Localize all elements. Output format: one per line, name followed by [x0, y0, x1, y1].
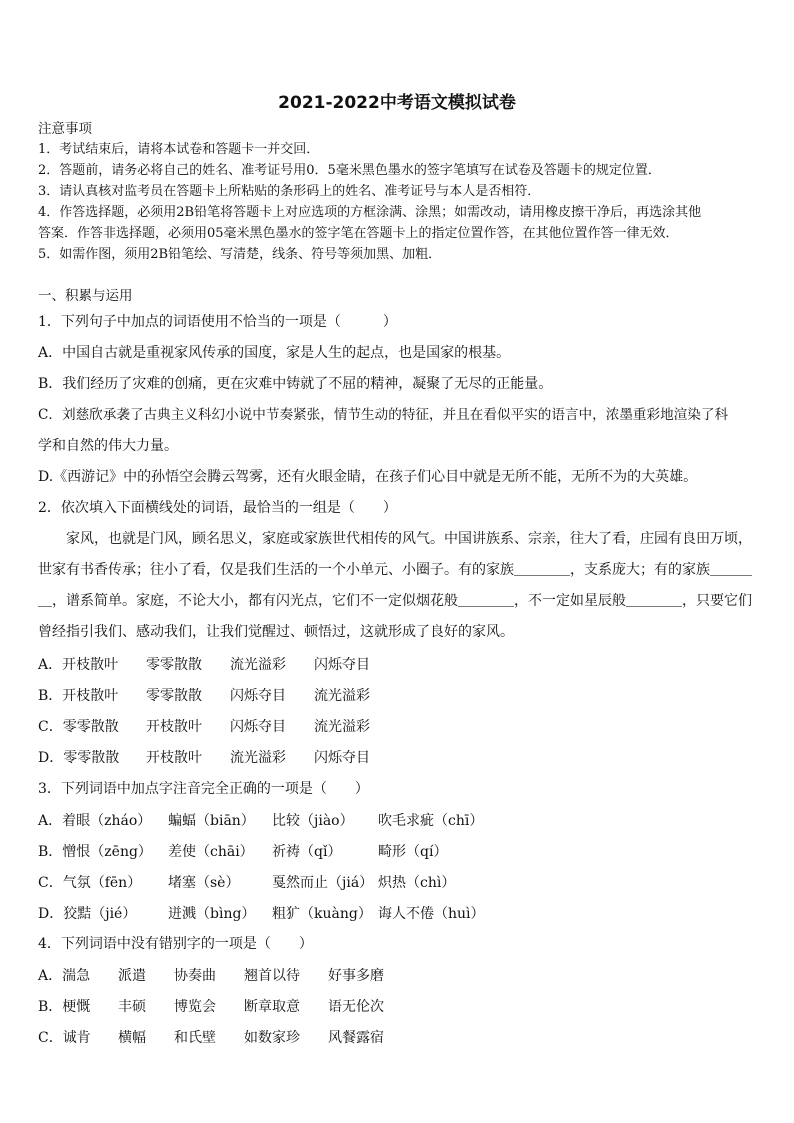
q1-option-b: B．我们经历了灾难的创痛，更在灾难中铸就了不屈的精神，凝聚了无尽的正能量。: [38, 376, 553, 392]
option-word: 好事多磨: [328, 968, 384, 984]
option-word: 翘首以待: [244, 968, 300, 984]
q1-option-d: D.《西游记》中的孙悟空会腾云驾雾，还有火眼金睛，在孩子们心目中就是无所不能，无所不为的大英雄。: [38, 469, 698, 485]
option-word: 如数家珍: [244, 1030, 300, 1046]
option-word: 粗犷（kuàng）: [272, 906, 372, 922]
option-label: B．梗慨: [38, 999, 91, 1015]
q1-option-a: A．中国自古就是重视家风传承的国度，家是人生的起点，也是国家的根基。: [38, 345, 511, 361]
option-word: 风餐露宿: [328, 1030, 384, 1046]
option-label: B．憎恨（zēng）: [38, 844, 152, 860]
notice-item: 答案．作答非选择题，必须用05毫米黑色墨水的签字笔在答题卡上的指定位置作答，在其他位置作答一律无效．: [38, 226, 679, 241]
option-label: C．零零散散: [38, 719, 119, 735]
option-word: 畸形（qí）: [378, 844, 448, 860]
option-word: 开枝散叶: [146, 719, 202, 735]
option-word: 闪烁夺目: [230, 688, 286, 704]
question-stem: 1．下列句子中加点的词语使用不恰当的一项是（ ）: [38, 314, 397, 330]
option-word: 横幅: [118, 1030, 146, 1046]
option-word: 派遣: [118, 968, 146, 984]
option-word: 丰硕: [118, 999, 146, 1015]
option-word: 和氏壁: [174, 1030, 216, 1046]
notice-item: 5．如需作图，须用2B铅笔绘、写清楚，线条、符号等须加黑、加粗．: [38, 247, 442, 262]
option-word: 流光溢彩: [314, 719, 370, 735]
q1-option-c-cont: 学和自然的伟大力量。: [38, 438, 178, 454]
option-word: 比较（jiào）: [272, 813, 354, 829]
question-stem: 4．下列词语中没有错别字的一项是（ ）: [38, 936, 313, 952]
option-word: 吹毛求疵（chī）: [378, 813, 484, 829]
option-label: D．零零散散: [38, 750, 120, 766]
option-label: C．气氛（fēn）: [38, 875, 142, 891]
option-word: 闪烁夺目: [230, 719, 286, 735]
option-label: A．开枝散叶: [38, 657, 119, 673]
option-word: 炽热（chì）: [378, 875, 456, 891]
option-word: 迸溅（bìng）: [168, 906, 256, 922]
option-label: C．诚肯: [38, 1030, 91, 1046]
q1-option-c: C．刘慈欣承袭了古典主义科幻小说中节奏紧张，情节生动的特征，并且在看似平实的语言中，浓墨重彩地渲染了科: [38, 407, 729, 423]
option-word: 开枝散叶: [146, 750, 202, 766]
option-word: 祈祷（qǐ）: [272, 844, 342, 860]
option-word: 蝙蝠（biān）: [168, 813, 255, 829]
option-word: 差使（chāi）: [168, 844, 254, 860]
option-word: 博览会: [174, 999, 216, 1015]
option-word: 流光溢彩: [230, 750, 286, 766]
question-stem: 2．依次填入下面横线处的词语，最恰当的一组是（ ）: [38, 500, 397, 516]
option-word: 堵塞（sè）: [168, 875, 240, 891]
option-word: 流光溢彩: [314, 688, 370, 704]
q2-passage: 家风，也就是门风，顾名思义，家庭或家族世代相传的风气。中国讲族系、宗亲，往大了看，庄园有良田万顷，世家有书香传承；往小了看，仅是我们生活的一个小单元、小圈子。有的家族＿＿＿＿，支系庞大；有的家族＿＿＿＿，谱系简单。家庭，不论大小，都有闪光点，它们不一定似烟花般＿＿＿＿，不一定如星辰般＿＿＿＿，只要它们曾经指引我们、感动我们，让我们觉醒过、顿悟过，这就形成了良好的家风。: [38, 531, 752, 640]
option-label: D．狡黠（jié）: [38, 906, 137, 922]
option-label: A．着眼（zháo）: [38, 813, 152, 829]
notice-heading: 注意事项: [38, 121, 92, 137]
option-word: 协奏曲: [174, 968, 216, 984]
option-word: 断章取意: [244, 999, 300, 1015]
option-word: 语无伦次: [328, 999, 384, 1015]
option-word: 诲人不倦（huì）: [378, 906, 485, 922]
option-word: 戛然而止（jiá）: [272, 875, 374, 891]
section-heading: 一、积累与运用: [38, 288, 133, 304]
option-word: 流光溢彩: [230, 657, 286, 673]
option-word: 零零散散: [146, 688, 202, 704]
question-stem: 3．下列词语中加点字注音完全正确的一项是（ ）: [38, 781, 369, 797]
notice-item: 2．答题前，请务必将自己的姓名、准考证号用0．5毫米黑色墨水的签字笔填写在试卷及答题卡的规定位置．: [38, 163, 661, 178]
option-label: B．开枝散叶: [38, 688, 119, 704]
option-word: 闪烁夺目: [314, 750, 370, 766]
option-word: 零零散散: [146, 657, 202, 673]
option-word: 闪烁夺目: [314, 657, 370, 673]
notice-item: 4．作答选择题，必须用2B铅笔将答题卡上对应选项的方框涂满、涂黑；如需改动，请用橡皮擦干净后，再选涂其他: [38, 205, 702, 220]
notice-item: 3．请认真核对监考员在答题卡上所粘贴的条形码上的姓名、准考证号与本人是否相符．: [38, 184, 541, 199]
notice-item: 1．考试结束后，请将本试卷和答题卡一并交回．: [38, 142, 320, 157]
page-title: 2021-2022中考语文模拟试卷: [278, 93, 516, 113]
option-label: A．湍急: [38, 968, 91, 984]
